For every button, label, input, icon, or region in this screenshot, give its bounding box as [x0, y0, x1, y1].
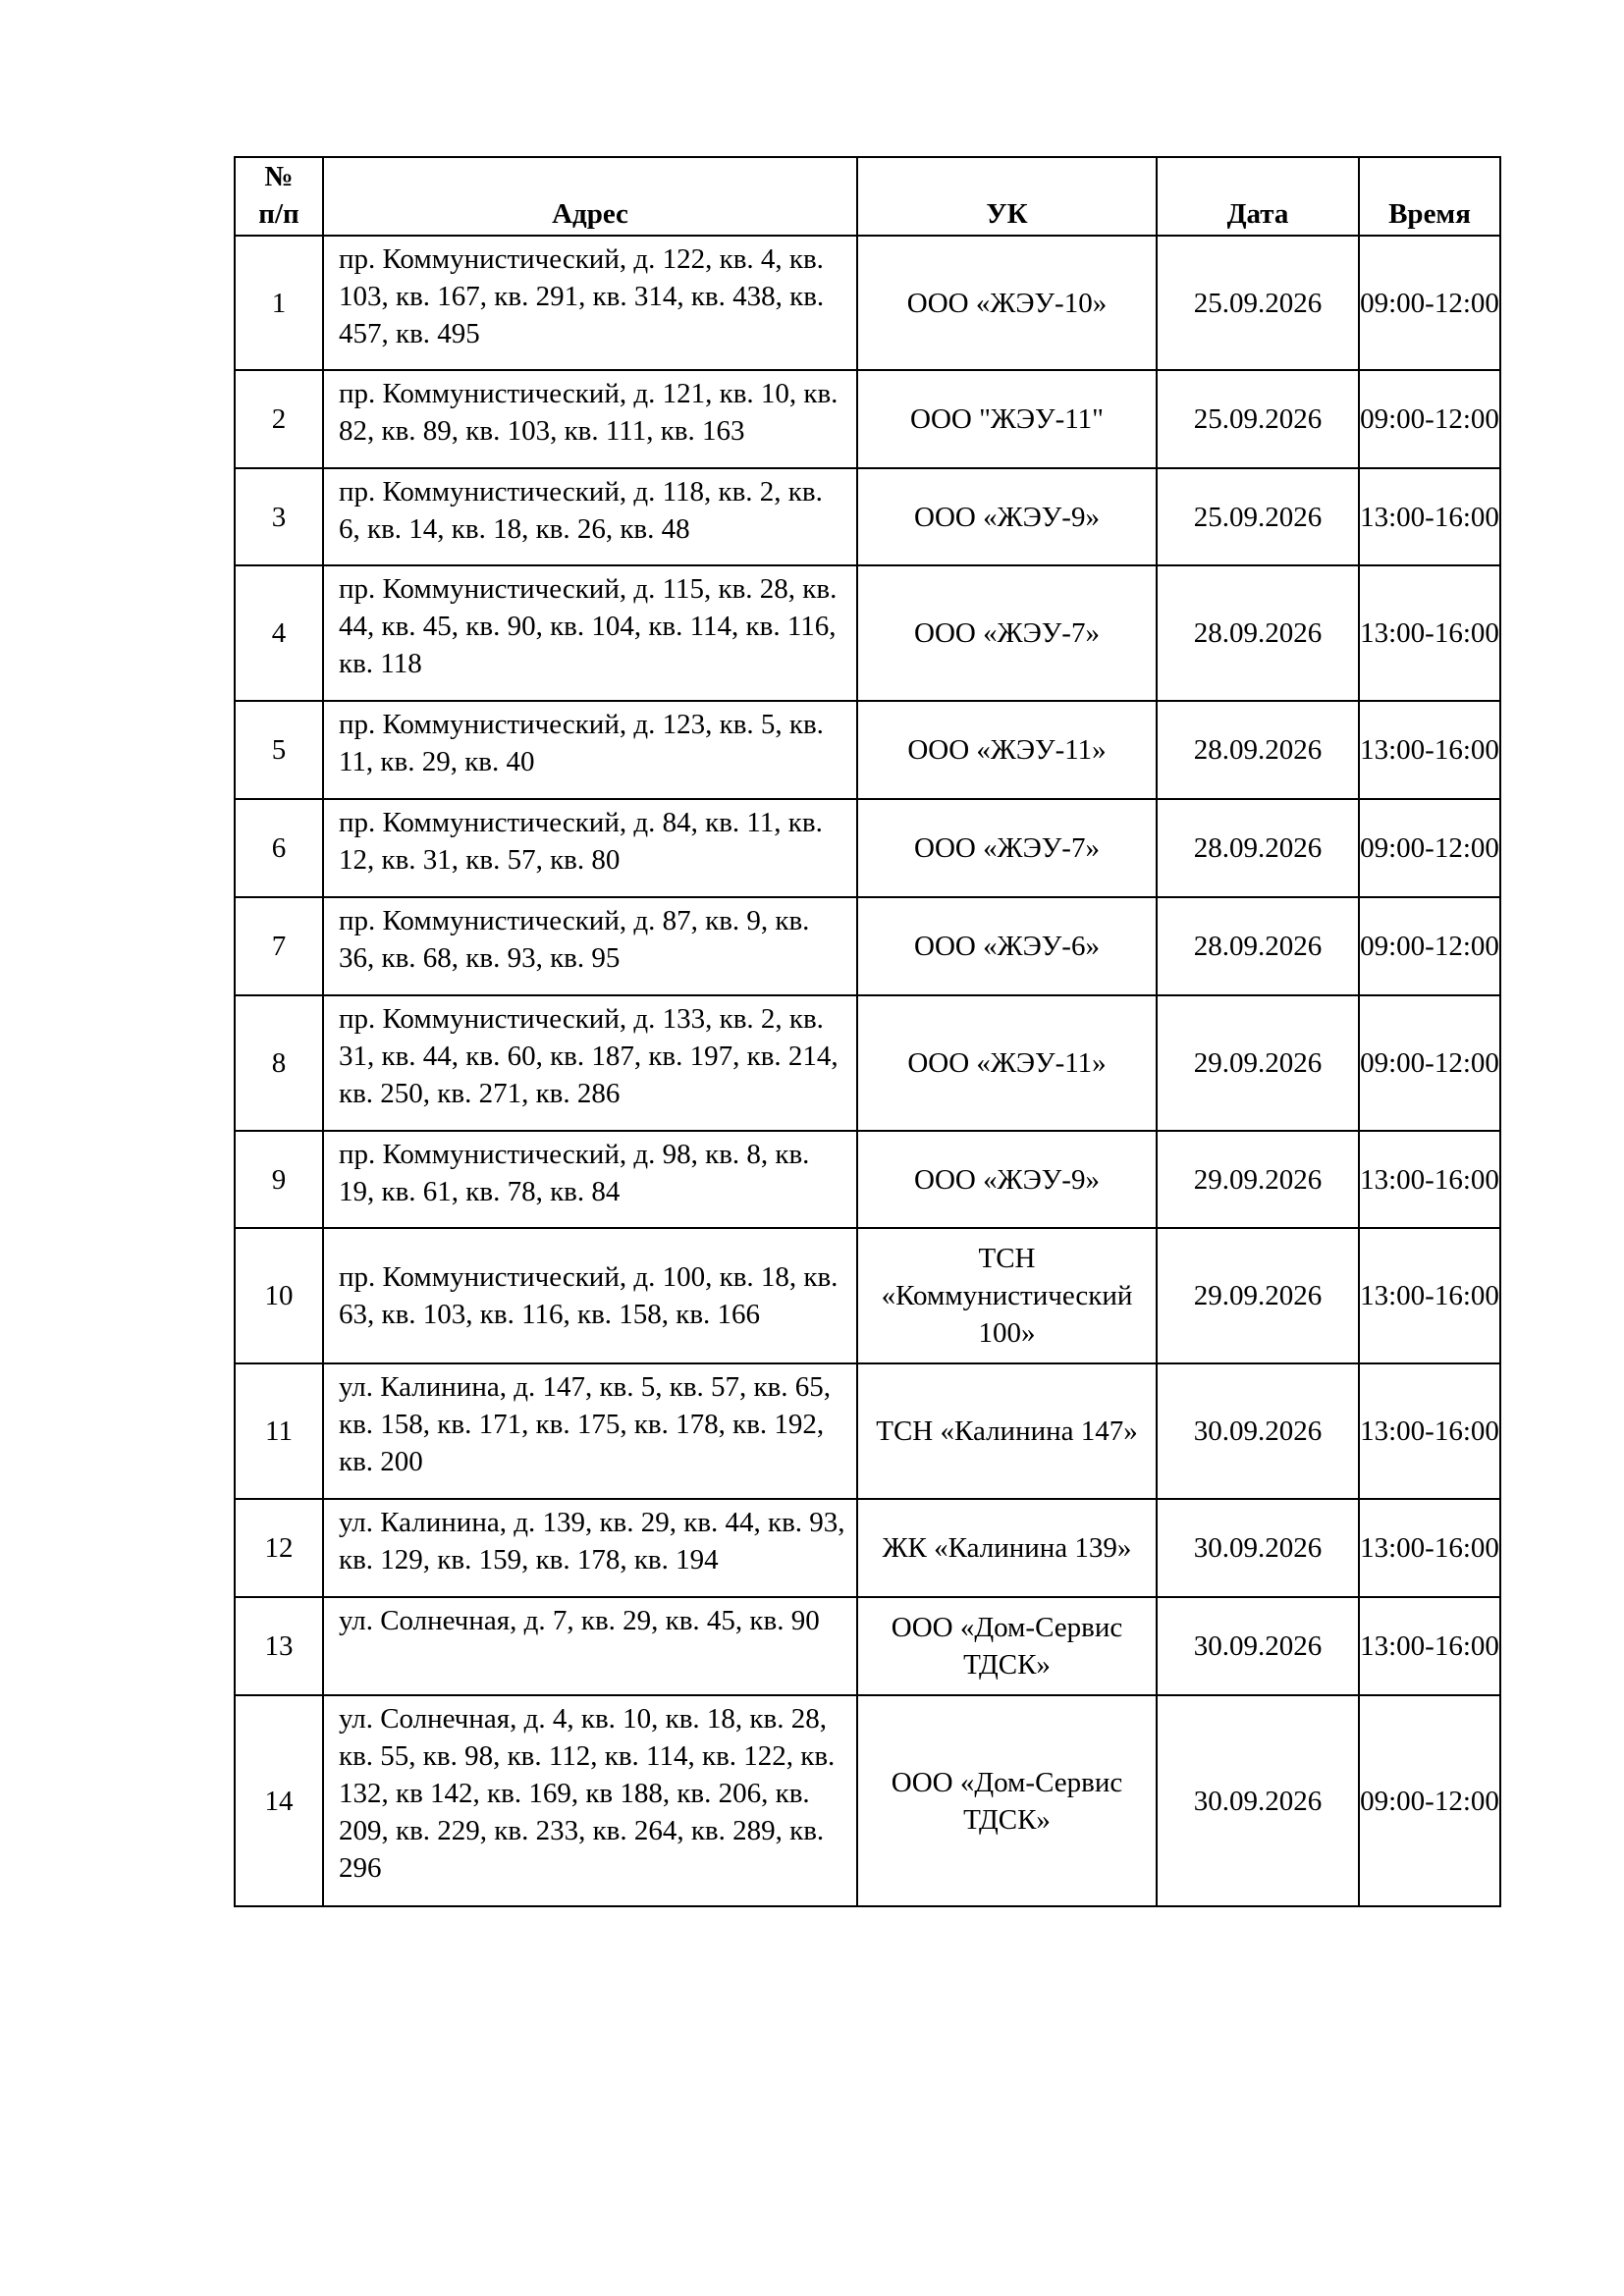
table-row — [235, 1228, 1500, 1363]
row-address: пр. Коммунистический, д. 121, кв. 10, кв. 82, кв. 89, кв. 103, кв. 111, кв. 163 — [323, 370, 857, 468]
row-uk: ООО «ЖЭУ-6» — [857, 897, 1157, 995]
row-time: 09:00-12:00 — [1359, 370, 1500, 468]
row-uk: ООО «ЖЭУ-7» — [857, 565, 1157, 701]
row-uk: ООО "ЖЭУ-11" — [857, 370, 1157, 468]
row-date: 28.09.2026 — [1157, 565, 1359, 701]
table-row — [235, 236, 1500, 370]
row-uk: ТСН «Коммунистический 100» — [857, 1228, 1157, 1363]
row-uk: ООО «ЖЭУ-11» — [857, 701, 1157, 799]
row-time: 09:00-12:00 — [1359, 799, 1500, 897]
row-date: 30.09.2026 — [1157, 1363, 1359, 1499]
table-row — [235, 565, 1500, 701]
table-row — [235, 1131, 1500, 1228]
row-date: 28.09.2026 — [1157, 897, 1359, 995]
row-uk: ООО «Дом-Сервис ТДСК» — [857, 1695, 1157, 1906]
table-row — [235, 799, 1500, 897]
row-num: 9 — [235, 1131, 323, 1228]
row-date: 29.09.2026 — [1157, 1228, 1359, 1363]
row-address: пр. Коммунистический, д. 87, кв. 9, кв. 36, кв. 68, кв. 93, кв. 95 — [323, 897, 857, 995]
schedule-table — [234, 156, 1501, 1907]
row-num: 6 — [235, 799, 323, 897]
row-address: пр. Коммунистический, д. 98, кв. 8, кв. 19, кв. 61, кв. 78, кв. 84 — [323, 1131, 857, 1228]
header-num — [235, 157, 323, 236]
row-num: 7 — [235, 897, 323, 995]
header-num-line2: п/п — [258, 198, 299, 230]
row-time: 13:00-16:00 — [1359, 1131, 1500, 1228]
row-num: 4 — [235, 565, 323, 701]
row-time: 09:00-12:00 — [1359, 1695, 1500, 1906]
row-uk: ООО «ЖЭУ-7» — [857, 799, 1157, 897]
header-date: Дата — [1157, 157, 1359, 236]
row-date: 25.09.2026 — [1157, 370, 1359, 468]
table-header-row — [235, 157, 1500, 236]
row-num: 10 — [235, 1228, 323, 1363]
row-uk: ООО «Дом-Сервис ТДСК» — [857, 1597, 1157, 1695]
table-row — [235, 1695, 1500, 1906]
row-num: 1 — [235, 236, 323, 370]
row-time: 13:00-16:00 — [1359, 1597, 1500, 1695]
row-uk: ООО «ЖЭУ-11» — [857, 995, 1157, 1131]
row-address: ул. Калинина, д. 139, кв. 29, кв. 44, кв. 93, кв. 129, кв. 159, кв. 178, кв. 194 — [323, 1499, 857, 1597]
table-row — [235, 370, 1500, 468]
row-address: пр. Коммунистический, д. 133, кв. 2, кв. 31, кв. 44, кв. 60, кв. 187, кв. 197, кв. 214, кв. 250, кв. 271, кв. 286 — [323, 995, 857, 1131]
row-time: 13:00-16:00 — [1359, 1363, 1500, 1499]
row-uk: ООО «ЖЭУ-10» — [857, 236, 1157, 370]
row-address: ул. Солнечная, д. 7, кв. 29, кв. 45, кв. 90 — [323, 1597, 857, 1695]
row-date: 25.09.2026 — [1157, 468, 1359, 565]
header-num-line1: № — [264, 161, 294, 192]
row-time: 13:00-16:00 — [1359, 1228, 1500, 1363]
table-row — [235, 1363, 1500, 1499]
header-time: Время — [1359, 157, 1500, 236]
row-time: 13:00-16:00 — [1359, 701, 1500, 799]
row-num: 3 — [235, 468, 323, 565]
row-date: 25.09.2026 — [1157, 236, 1359, 370]
row-address: пр. Коммунистический, д. 100, кв. 18, кв. 63, кв. 103, кв. 116, кв. 158, кв. 166 — [323, 1228, 857, 1363]
row-num: 13 — [235, 1597, 323, 1695]
row-time: 09:00-12:00 — [1359, 995, 1500, 1131]
row-time: 09:00-12:00 — [1359, 897, 1500, 995]
row-time: 13:00-16:00 — [1359, 1499, 1500, 1597]
table-row — [235, 1499, 1500, 1597]
row-num: 8 — [235, 995, 323, 1131]
row-address: пр. Коммунистический, д. 122, кв. 4, кв. 103, кв. 167, кв. 291, кв. 314, кв. 438, кв. 457, кв. 495 — [323, 236, 857, 370]
row-num: 2 — [235, 370, 323, 468]
row-date: 28.09.2026 — [1157, 799, 1359, 897]
row-uk: ООО «ЖЭУ-9» — [857, 1131, 1157, 1228]
row-address: пр. Коммунистический, д. 118, кв. 2, кв. 6, кв. 14, кв. 18, кв. 26, кв. 48 — [323, 468, 857, 565]
row-date: 29.09.2026 — [1157, 1131, 1359, 1228]
row-time: 09:00-12:00 — [1359, 236, 1500, 370]
row-address: пр. Коммунистический, д. 115, кв. 28, кв. 44, кв. 45, кв. 90, кв. 104, кв. 114, кв. 116, кв. 118 — [323, 565, 857, 701]
row-uk: ООО «ЖЭУ-9» — [857, 468, 1157, 565]
header-uk: УК — [857, 157, 1157, 236]
row-num: 5 — [235, 701, 323, 799]
row-uk: ТСН «Калинина 147» — [857, 1363, 1157, 1499]
row-num: 11 — [235, 1363, 323, 1499]
row-num: 12 — [235, 1499, 323, 1597]
row-date: 30.09.2026 — [1157, 1597, 1359, 1695]
table-row — [235, 897, 1500, 995]
row-date: 29.09.2026 — [1157, 995, 1359, 1131]
table-row — [235, 995, 1500, 1131]
row-address: пр. Коммунистический, д. 123, кв. 5, кв. 11, кв. 29, кв. 40 — [323, 701, 857, 799]
row-address: ул. Солнечная, д. 4, кв. 10, кв. 18, кв. 28, кв. 55, кв. 98, кв. 112, кв. 114, кв. 122, кв. 132, кв 142, кв. 169, кв 188, кв. 206, кв. 209, кв. 229, кв. 233, кв. 264, кв. 289, кв. 296 — [323, 1695, 857, 1906]
row-time: 13:00-16:00 — [1359, 468, 1500, 565]
row-address: пр. Коммунистический, д. 84, кв. 11, кв. 12, кв. 31, кв. 57, кв. 80 — [323, 799, 857, 897]
table-row — [235, 1597, 1500, 1695]
row-uk: ЖК «Калинина 139» — [857, 1499, 1157, 1597]
table-row — [235, 701, 1500, 799]
row-date: 30.09.2026 — [1157, 1499, 1359, 1597]
row-address: ул. Калинина, д. 147, кв. 5, кв. 57, кв. 65, кв. 158, кв. 171, кв. 175, кв. 178, кв. 192, кв. 200 — [323, 1363, 857, 1499]
row-date: 28.09.2026 — [1157, 701, 1359, 799]
header-address: Адрес — [323, 157, 857, 236]
row-date: 30.09.2026 — [1157, 1695, 1359, 1906]
table-row — [235, 468, 1500, 565]
row-time: 13:00-16:00 — [1359, 565, 1500, 701]
row-num: 14 — [235, 1695, 323, 1906]
